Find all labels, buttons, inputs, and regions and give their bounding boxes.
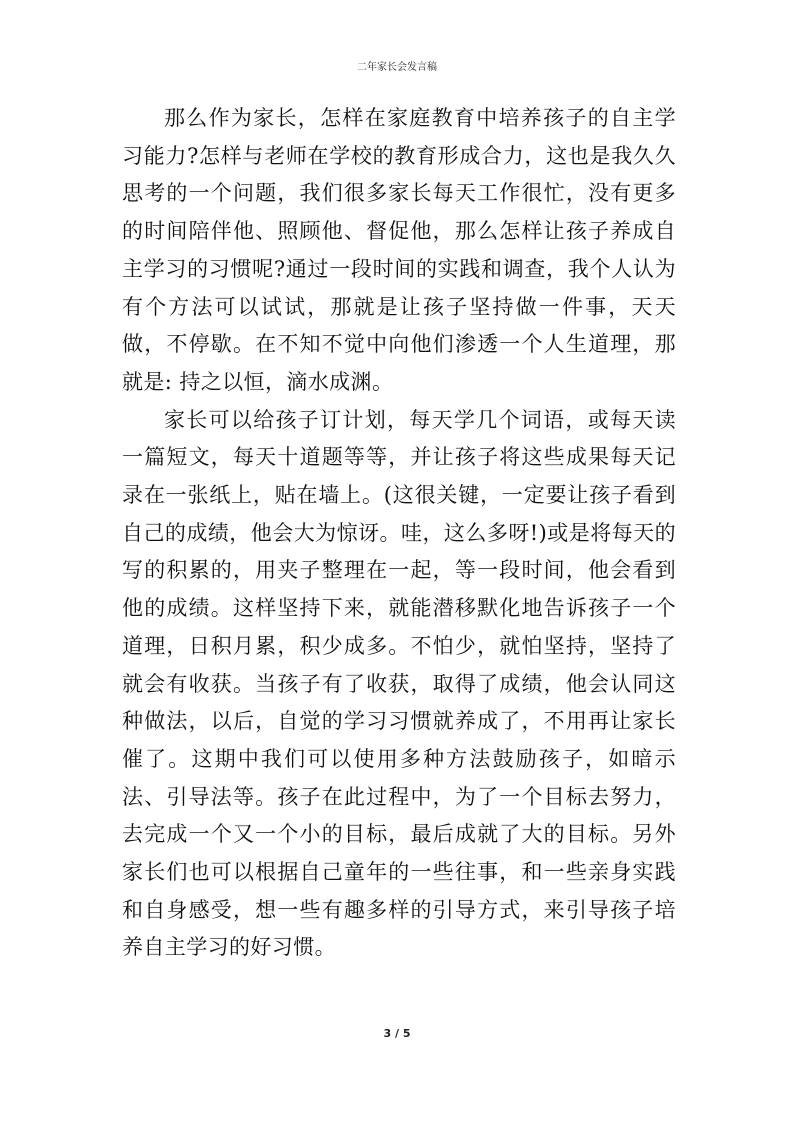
paragraph: 那么作为家长，怎样在家庭教育中培养孩子的自主学习能力?怎样与老师在学校的教育形成合力，这也是我久久思考的一个问题，我们很多家长每天工作很忙，没有更多的时间陪伴他、照顾他、督促他，那么怎样让孩子养成自主学习的习惯呢?通过一段时间的实践和调查，我个人认为有个方法可以试试，那就是让孩子坚持做一件事，天天做，不停歇。在不知不觉中向他们渗透一个人生道理，那就是: 持之以恒，滴水成渊。 — [122, 106, 676, 394]
document-body — [122, 100, 676, 967]
page-number: 3 / 5 — [383, 1027, 411, 1040]
paragraph: 家长可以给孩子订计划，每天学几个词语，或每天读一篇短文，每天十道题等等，并让孩子将这些成果每天记录在一张纸上，贴在墙上。(这很关键，一定要让孩子看到自己的成绩，他会大为惊讶。哇，这么多呀!)或是将每天的写的积累的，用夹子整理在一起，等一段时间，他会看到他的成绩。这样坚持下来，就能潜移默化地告诉孩子一个道理，日积月累，积少成多。不怕少，就怕坚持，坚持了就会有收获。当孩子有了收获，取得了成绩，他会认同这种做法，以后，自觉的学习习惯就养成了，不用再让家长催了。这期中我们可以使用多种方法鼓励孩子，如暗示法、引导法等。孩子在此过程中，为了一个目标去努力，去完成一个又一个小的目标，最后成就了大的目标。另外家长们也可以根据自己童年的一些往事，和一些亲身实践和自身感受，想一些有趣多样的引导方式，来引导孩子培养自主学习的好习惯。 — [122, 407, 676, 960]
page-header-title: 二年家长会发言稿 — [357, 62, 437, 73]
